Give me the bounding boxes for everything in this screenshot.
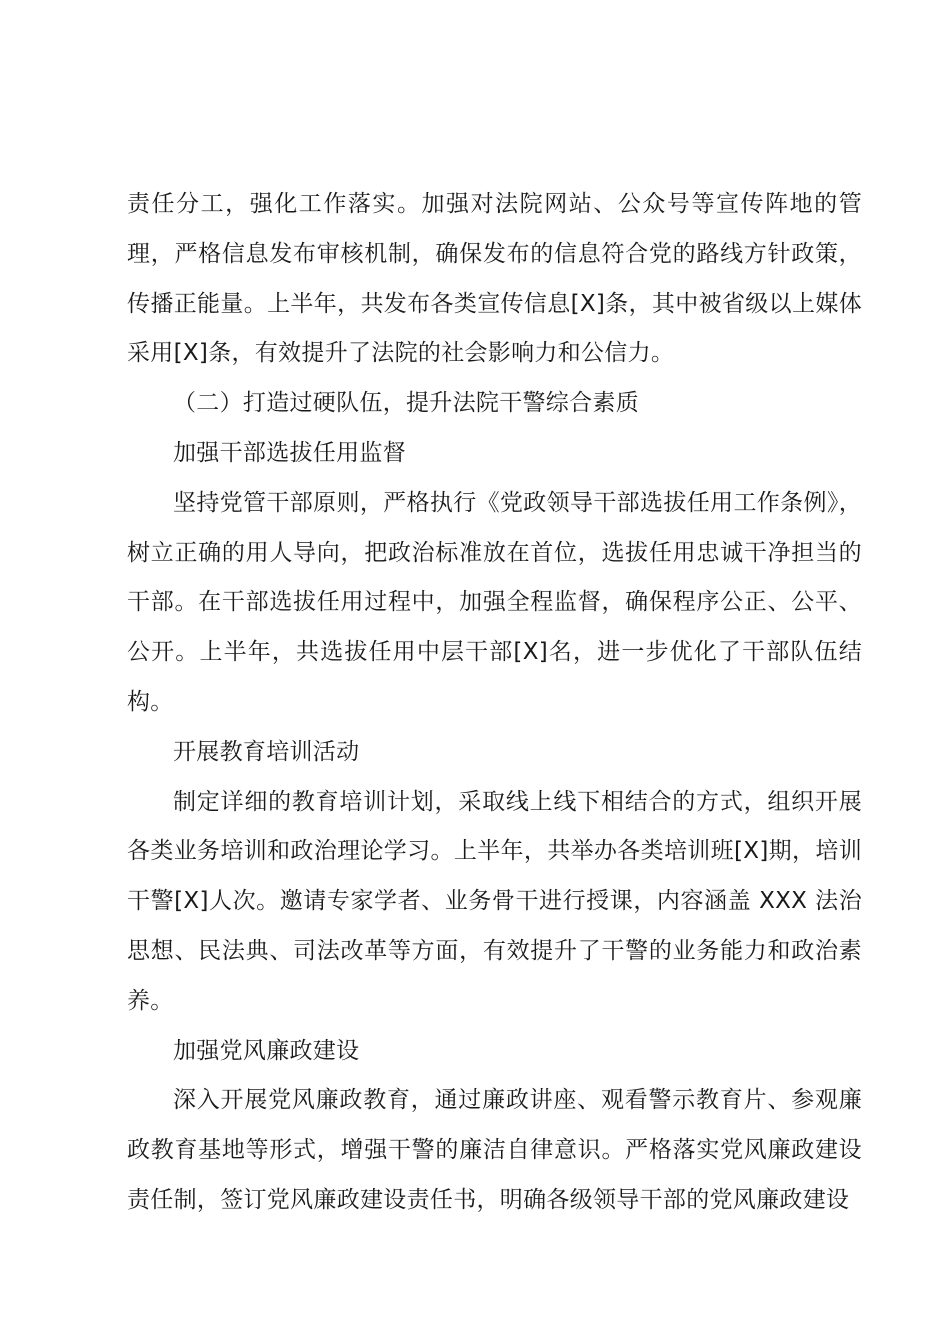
paragraph-cadre-selection: 坚持党管干部原则，严格执行《党政领导干部选拔任用工作条例》，树立正确的用人导向，把政治标准放在首位，选拔任用忠诚干净担当的干部。在干部选拔任用过程中，加强全程监督，确保程序公正、公平、公开。上半年，共选拔任用中层干部[X]名，进一步优化了干部队伍结构。 (127, 489, 862, 715)
subheading-cadre-selection: 加强干部选拔任用监督 (173, 439, 406, 466)
paragraph-publicity-management: 责任分工，强化工作落实。加强对法院网站、公众号等宣传阵地的管理，严格信息发布审核机制，确保发布的信息符合党的路线方针政策，传播正能量。上半年，共发布各类宣传信息[X]条，其中被省级以上媒体采用[X]条，有效提升了法院的社会影响力和公信力。 (127, 191, 862, 367)
paragraph-integrity-building: 深入开展党风廉政教育，通过廉政讲座、观看警示教育片、参观廉政教育基地等形式，增强干警的廉洁自律意识。严格落实党风廉政建设责任制，签订党风廉政建设责任书，明确各级领导干部的党风廉政建设 (127, 1087, 862, 1213)
paragraph-education-training: 制定详细的教育培训计划，采取线上线下相结合的方式，组织开展各类业务培训和政治理论学习。上半年，共举办各类培训班[X]期，培训干警[X]人次。邀请专家学者、业务骨干进行授课，内容涵盖 XXX 法治思想、民法典、司法改革等方面，有效提升了干警的业务能力和政治素养。 (127, 788, 862, 1014)
section-heading-team-building: （二）打造过硬队伍，提升法院干警综合素质 (173, 390, 639, 417)
document-body (127, 180, 862, 1226)
subheading-education-training: 开展教育培训活动 (173, 738, 360, 765)
subheading-integrity-building: 加强党风廉政建设 (173, 1037, 360, 1064)
